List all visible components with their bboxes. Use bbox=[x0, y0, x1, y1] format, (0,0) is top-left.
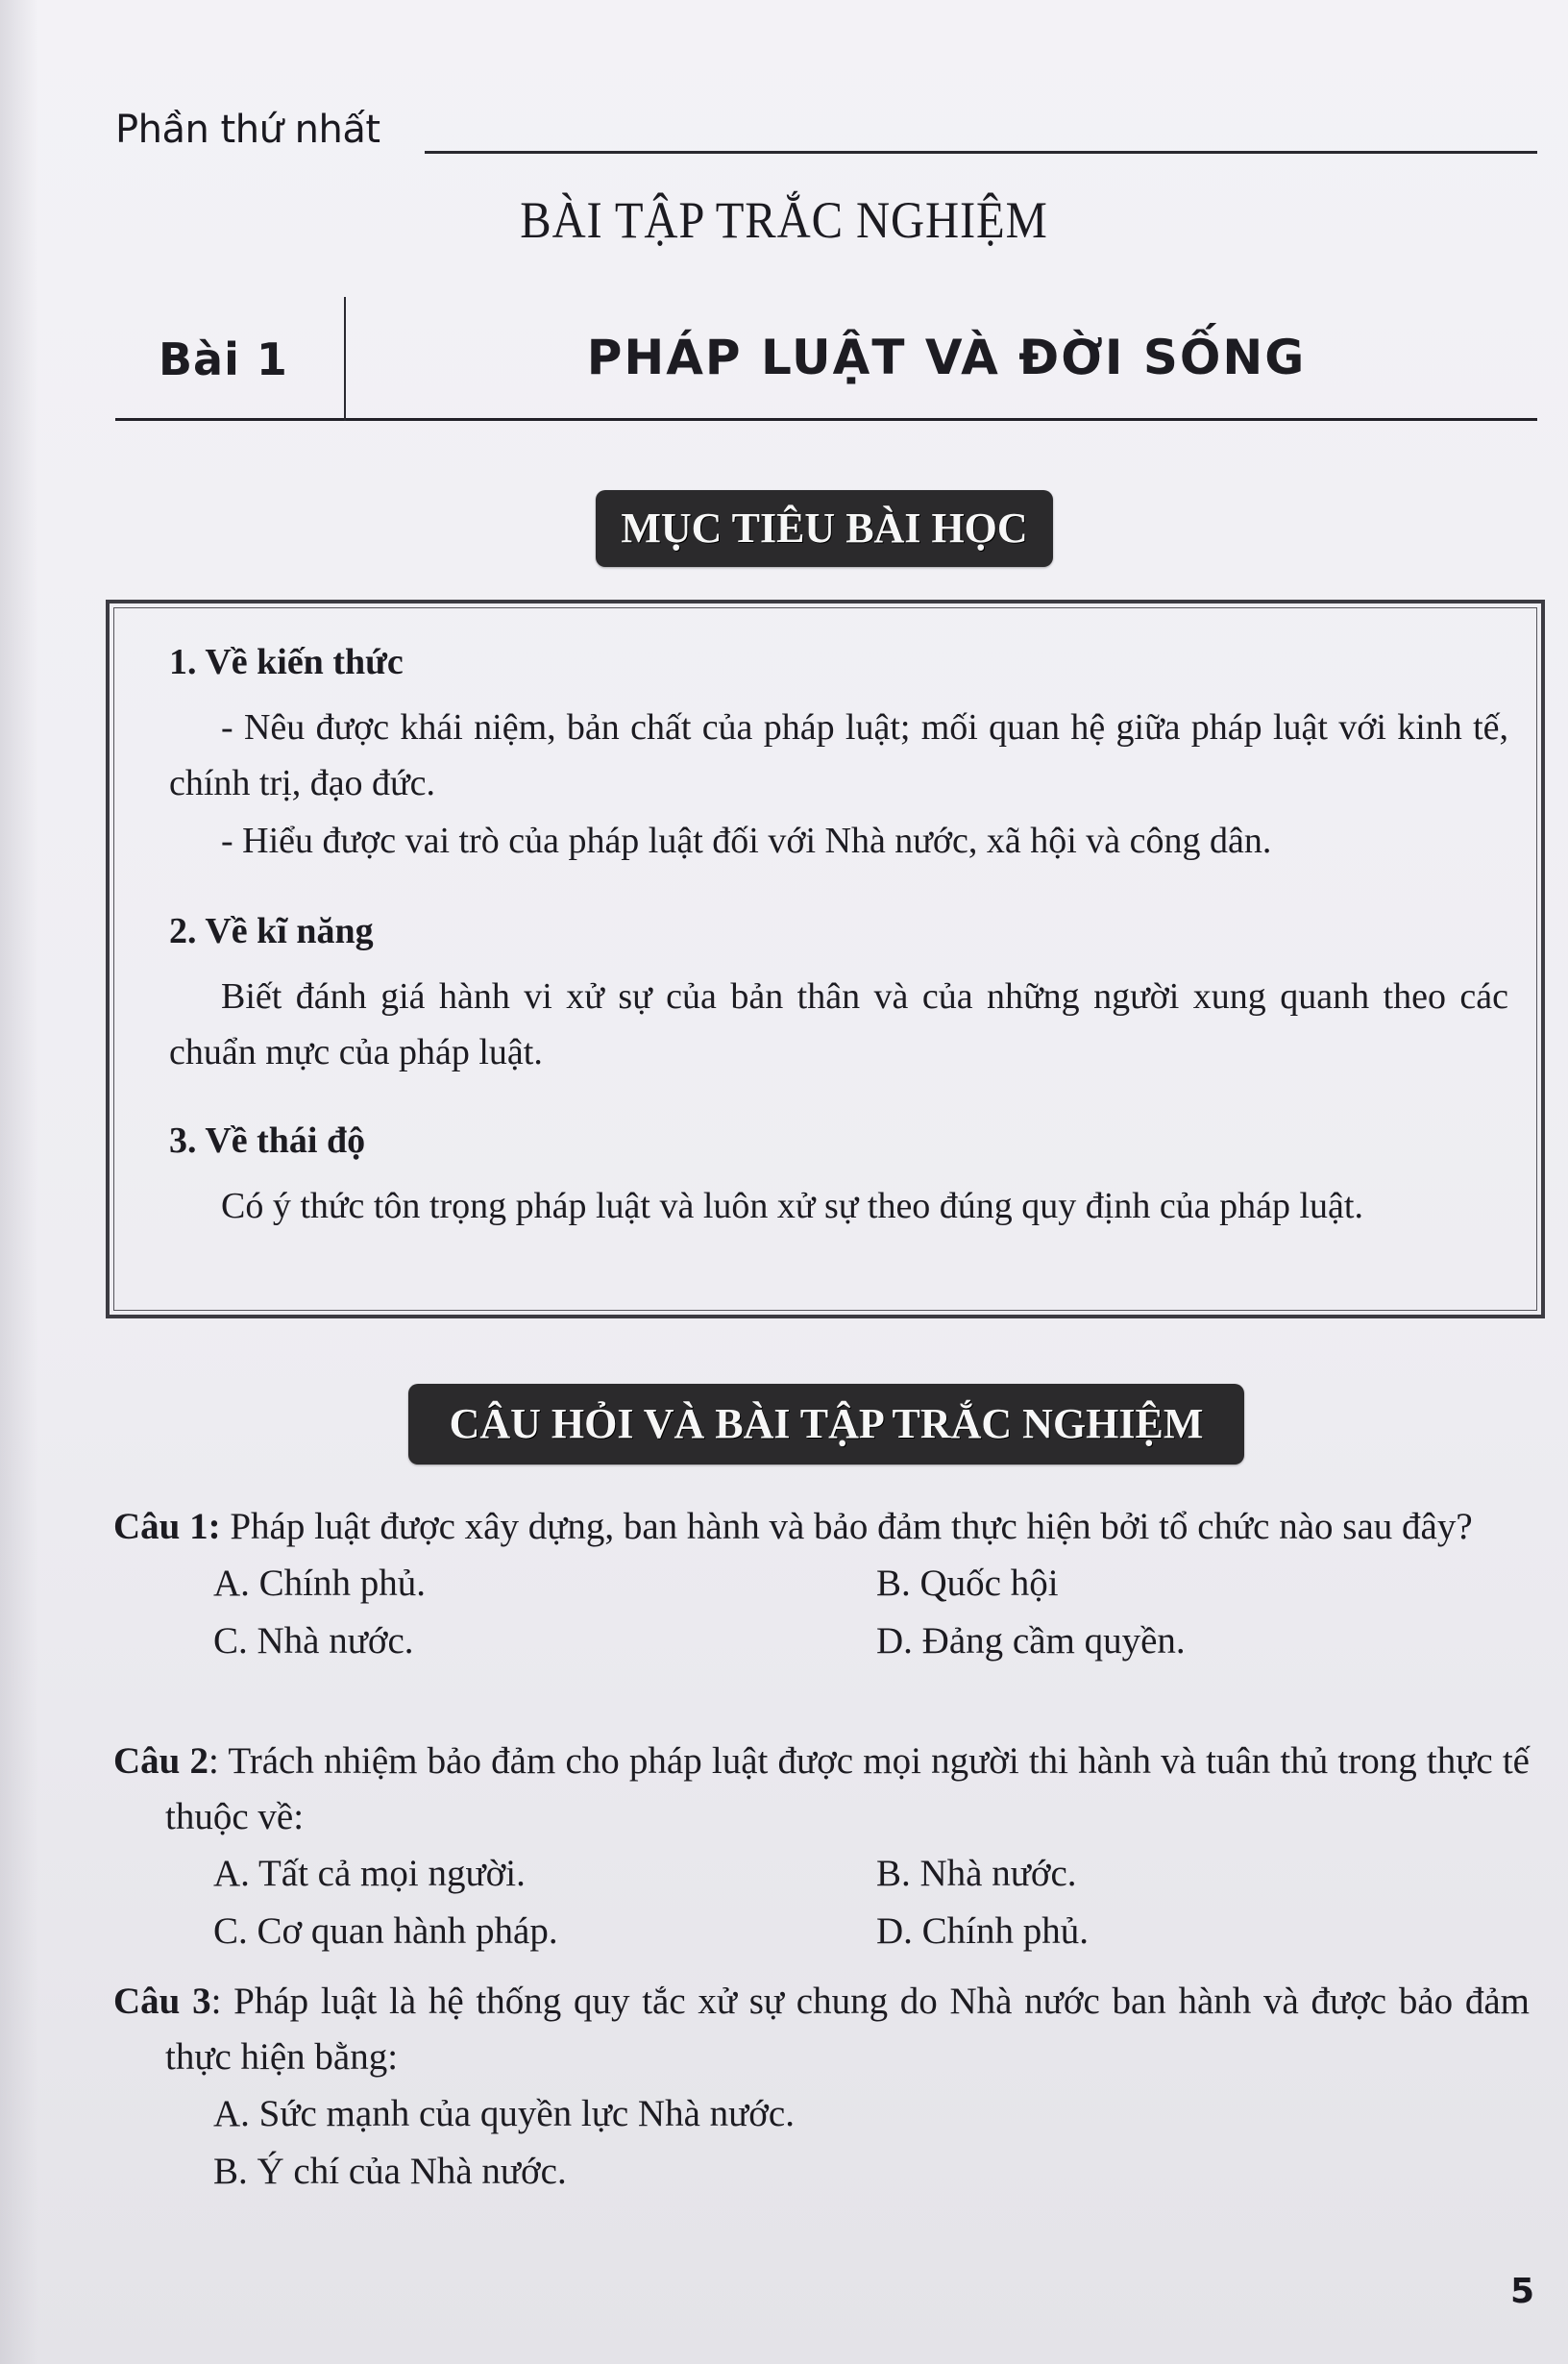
lesson-number: Bài 1 bbox=[159, 333, 288, 385]
question-text: Trách nhiệm bảo đảm cho pháp luật được mọi người thi hành và tuân thủ trong thực tế thuộc về: bbox=[165, 1740, 1530, 1837]
objective-paragraph: - Hiểu được vai trò của pháp luật đối với Nhà nước, xã hội và công dân. bbox=[221, 821, 1272, 861]
main-title: BÀI TẬP TRẮC NGHIỆM bbox=[520, 191, 1048, 249]
question-1 bbox=[113, 1499, 1530, 1670]
answer-option-b[interactable]: B. Ý chí của Nhà nước. bbox=[213, 2151, 567, 2192]
objective-paragraph: Có ý thức tôn trọng pháp luật và luôn xử sự theo đúng quy định của pháp luật. bbox=[221, 1186, 1363, 1226]
question-label: Câu 1 bbox=[113, 1506, 208, 1547]
answer-row bbox=[213, 1903, 1530, 1960]
question-stem: Câu 2: Trách nhiệm bảo đảm cho pháp luật được mọi người thi hành và tuân thủ trong thực tế thuộc về: bbox=[113, 1740, 1530, 1837]
objective-knowledge bbox=[169, 638, 1508, 869]
answer-option-d[interactable]: D. Đảng cầm quyền. bbox=[876, 1620, 1186, 1662]
objective-heading: 3. Về thái độ bbox=[169, 1120, 366, 1161]
answer-row bbox=[213, 2143, 1530, 2201]
answer-option-b[interactable]: B. Quốc hội bbox=[876, 1563, 1059, 1604]
question-stem bbox=[113, 1499, 1530, 1555]
lesson-title: PHÁP LUẬT VÀ ĐỜI SỐNG bbox=[586, 330, 1307, 385]
answer-row bbox=[213, 1613, 1530, 1670]
part-label: Phần thứ nhất bbox=[115, 108, 380, 152]
question-label-colon: : bbox=[208, 1506, 221, 1547]
question-stem: Câu 3: Pháp luật là hệ thống quy tắc xử sự chung do Nhà nước ban hành và được bảo đảm thực hiện bằng: bbox=[113, 1981, 1531, 2078]
answer-row bbox=[213, 1845, 1530, 1903]
objective-paragraph: - Nêu được khái niệm, bản chất của pháp luật; mối quan hệ giữa pháp luật với kinh tế, chính trị, đạo đức. bbox=[169, 707, 1508, 803]
objectives-box bbox=[106, 600, 1545, 1318]
answer-option-b[interactable]: B. Nhà nước. bbox=[876, 1853, 1077, 1894]
questions-badge: CÂU HỎI VÀ BÀI TẬP TRẮC NGHIỆM bbox=[408, 1384, 1244, 1465]
answer-row bbox=[213, 1555, 1530, 1613]
objective-attitude bbox=[169, 1117, 1508, 1234]
objective-paragraph: Biết đánh giá hành vi xử sự của bản thân và của những người xung quanh theo các chuẩn mực của pháp luật. bbox=[169, 976, 1508, 1072]
question-3 bbox=[113, 1974, 1530, 2201]
part-header-rule bbox=[425, 151, 1537, 154]
question-2 bbox=[113, 1734, 1530, 1960]
question-label: Câu 3 bbox=[113, 1981, 211, 2022]
lesson-header-divider bbox=[344, 297, 346, 421]
objective-skills bbox=[169, 907, 1508, 1080]
objective-heading: 2. Về kĩ năng bbox=[169, 911, 374, 951]
answer-option-d[interactable]: D. Chính phủ. bbox=[876, 1910, 1090, 1952]
objective-heading: 1. Về kiến thức bbox=[169, 642, 404, 682]
answer-option-c[interactable]: C. Nhà nước. bbox=[213, 1620, 414, 1662]
answer-options bbox=[213, 2085, 1530, 2201]
answer-option-a[interactable]: A. Tất cả mọi người. bbox=[213, 1853, 526, 1894]
answer-options bbox=[213, 1555, 1530, 1670]
page-gutter-shadow bbox=[0, 0, 38, 2364]
page-number: 5 bbox=[1510, 2272, 1535, 2311]
question-text: Pháp luật là hệ thống quy tắc xử sự chung do Nhà nước ban hành và được bảo đảm thực hiện bằng: bbox=[165, 1981, 1531, 2078]
question-text: Pháp luật được xây dựng, ban hành và bảo đảm thực hiện bởi tổ chức nào sau đây? bbox=[230, 1506, 1473, 1547]
answer-option-c[interactable]: C. Cơ quan hành pháp. bbox=[213, 1910, 558, 1952]
lesson-header bbox=[115, 293, 1537, 421]
answer-option-a[interactable]: A. Chính phủ. bbox=[213, 1563, 427, 1604]
answer-options bbox=[213, 1845, 1530, 1960]
objectives-badge: MỤC TIÊU BÀI HỌC bbox=[596, 490, 1053, 567]
part-header bbox=[115, 108, 1537, 165]
answer-row bbox=[213, 2085, 1530, 2143]
answer-option-a[interactable]: A. Sức mạnh của quyền lực Nhà nước. bbox=[213, 2093, 795, 2134]
question-label: Câu 2 bbox=[113, 1740, 209, 1782]
